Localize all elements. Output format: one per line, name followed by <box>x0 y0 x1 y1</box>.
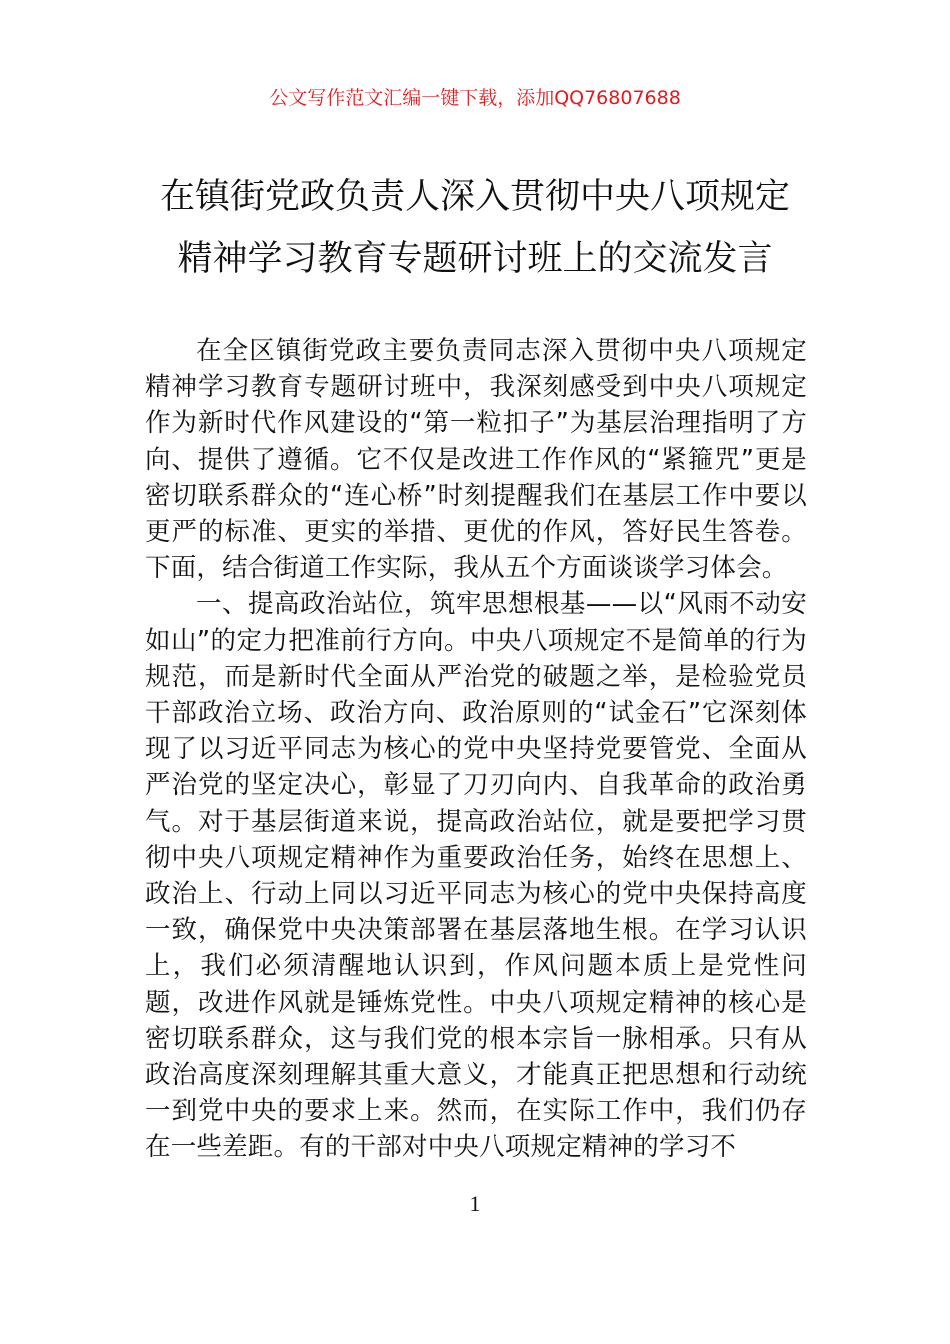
title-line-2: 精神学习教育专题研讨班上的交流发言 <box>177 239 773 279</box>
document-body <box>145 333 807 1166</box>
header-promo-text: 公文写作范文汇编一键下载，添加QQ76807688 <box>269 87 681 109</box>
document-title <box>0 166 950 290</box>
body-paragraph-section-1: 一、提高政治站位，筑牢思想根基——以“风雨不动安如山”的定力把准前行方向。中央八项规定不是简单的行为规范，而是新时代全面从严治党的破题之举，是检验党员干部政治立场、政治方向、政治原则的“试金石”它深刻体现了以习近平同志为核心的党中央坚持党要管党、全面从严治党的坚定决心，彰显了刀刃向内、自我革命的政治勇气。对于基层街道来说，提高政治站位，就是要把学习贯彻中央八项规定精神作为重要政治任务，始终在思想上、政治上、行动上同以习近平同志为核心的党中央保持高度一致，确保党中央决策部署在基层落地生根。在学习认识上，我们必须清醒地认识到，作风问题本质上是党性问题，改进作风就是锤炼党性。中央八项规定精神的核心是密切联系群众，这与我们党的根本宗旨一脉相承。只有从政治高度深刻理解其重大意义，才能真正把思想和行动统一到党中央的要求上来。然而，在实际工作中，我们仍存在一些差距。有的干部对中央八项规定精神的学习不 <box>145 589 807 1163</box>
page-number: 1 <box>469 1191 481 1216</box>
title-line-1: 在镇街党政负责人深入贯彻中央八项规定 <box>159 177 790 217</box>
body-paragraph-intro: 在全区镇街党政主要负责同志深入贯彻中央八项规定精神学习教育专题研讨班中，我深刻感受到中央八项规定作为新时代作风建设的“第一粒扣子”为基层治理指明了方向、提供了遵循。它不仅是改进工作作风的“紧箍咒”更是密切联系群众的“连心桥”时刻提醒我们在基层工作中要以更严的标准、更实的举措、更优的作风，答好民生答卷。下面，结合街道工作实际，我从五个方面谈谈学习体会。 <box>145 336 807 584</box>
